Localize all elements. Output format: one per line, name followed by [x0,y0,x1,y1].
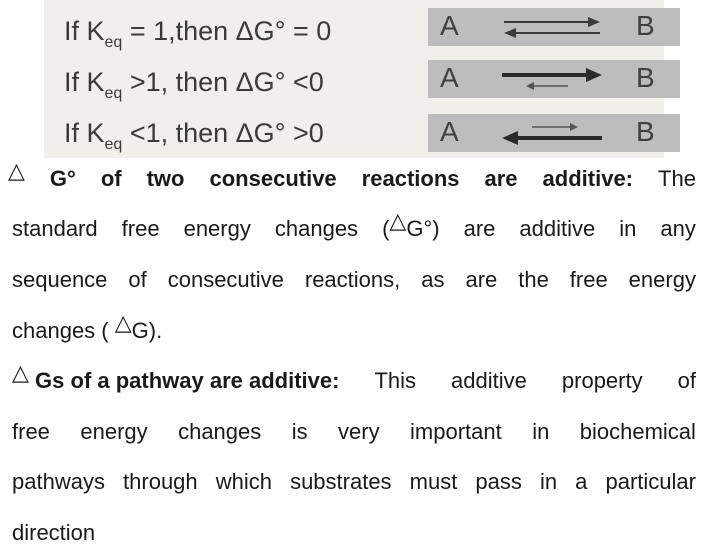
body-word: are [463,216,496,241]
body-word: This [374,368,417,393]
condition-keq-less-1 [64,118,324,154]
body-word: G°) [406,216,440,241]
body-word: changes [274,216,359,241]
body-word: sequence [12,267,108,292]
subscript: eq [104,136,123,153]
reactant-label: A [440,116,459,147]
heading-word: of [100,166,122,191]
body-word: free [12,419,50,444]
subscript: eq [104,85,123,102]
body-word: additive [519,216,596,241]
body-word: very [338,419,380,444]
body-word: changes [178,419,262,444]
condition-text: If K [64,67,105,97]
body-text: G). [131,318,163,343]
body-word: in [619,216,637,241]
body-word: through [123,469,198,494]
condition-text: = 1,then ΔG° = 0 [122,16,332,46]
body-word: ( [382,216,390,241]
body-text: changes ( [12,318,109,343]
product-label: B [636,116,655,147]
reaction-box-reverse [428,114,680,152]
heading-word: additive: [542,166,634,191]
body-word: of [128,267,147,292]
body-word: consecutive [167,267,284,292]
heading-word: G° [49,166,76,191]
reaction-box-equal [428,8,680,46]
body-word-with-delta [382,208,440,244]
paragraph2-line3 [12,467,696,497]
reaction-box-forward [428,60,680,98]
body-word: substrates [290,469,392,494]
condition-text: If K [64,118,105,148]
reactant-label: A [440,62,459,93]
reactant-label: A [440,10,459,41]
body-word: additive [451,368,527,393]
heading-word: reactions [361,166,460,191]
reverse-arrow-icon [492,118,612,148]
body-word: standard [12,216,98,241]
condition-keq-equal-1 [64,16,331,52]
delta-icon: △ [12,360,29,385]
heading-with-delta [12,360,340,396]
body-word: reactions, [304,267,401,292]
paragraph1-line3 [12,265,696,295]
body-word: a [575,469,588,494]
paragraph1-line2 [12,208,696,244]
body-word: biochemical [579,419,696,444]
paragraph1-line1 [8,158,696,194]
paragraph1-line4 [12,310,696,346]
body-word: in [539,469,558,494]
body-word: important [410,419,502,444]
body-word: are [465,267,498,292]
body-word: particular [605,469,696,494]
delta-icon: △ [389,208,407,233]
heading-word: two [146,166,185,191]
condition-text: >1, then ΔG° <0 [122,67,324,97]
body-word: of [677,368,696,393]
heading-word: are [484,166,518,191]
body-word: must [409,469,458,494]
product-label: B [636,62,655,93]
body-word: pass [475,469,522,494]
body-word: as [421,267,445,292]
product-label: B [636,10,655,41]
body-word: is [291,419,308,444]
body-text: direction [12,520,96,545]
condition-text: If K [64,16,105,46]
delta-icon: △ [8,158,25,183]
body-word: energy [628,267,696,292]
subscript: eq [104,34,123,51]
body-word: free [121,216,160,241]
section-heading: Gs of a pathway are additive: [35,368,340,393]
delta-icon: △ [114,310,132,335]
forward-arrow-icon [492,64,612,94]
paragraph2-line4 [12,518,696,548]
body-word: in [532,419,550,444]
body-word: any [660,216,696,241]
paragraph2-line2 [12,417,696,447]
body-word: the [518,267,549,292]
body-word: energy [183,216,251,241]
equilibrium-arrows-icon [492,12,612,42]
paragraph2-line1 [12,360,696,396]
body-word: The [658,166,696,191]
equilibrium-figure [44,0,664,158]
body-word: pathways [12,469,105,494]
body-word: free [569,267,608,292]
body-word: property [561,368,643,393]
heading-word: consecutive [209,166,337,191]
condition-keq-greater-1 [64,67,324,103]
body-word: which [215,469,272,494]
body-word: energy [80,419,148,444]
condition-text: <1, then ΔG° >0 [122,118,324,148]
